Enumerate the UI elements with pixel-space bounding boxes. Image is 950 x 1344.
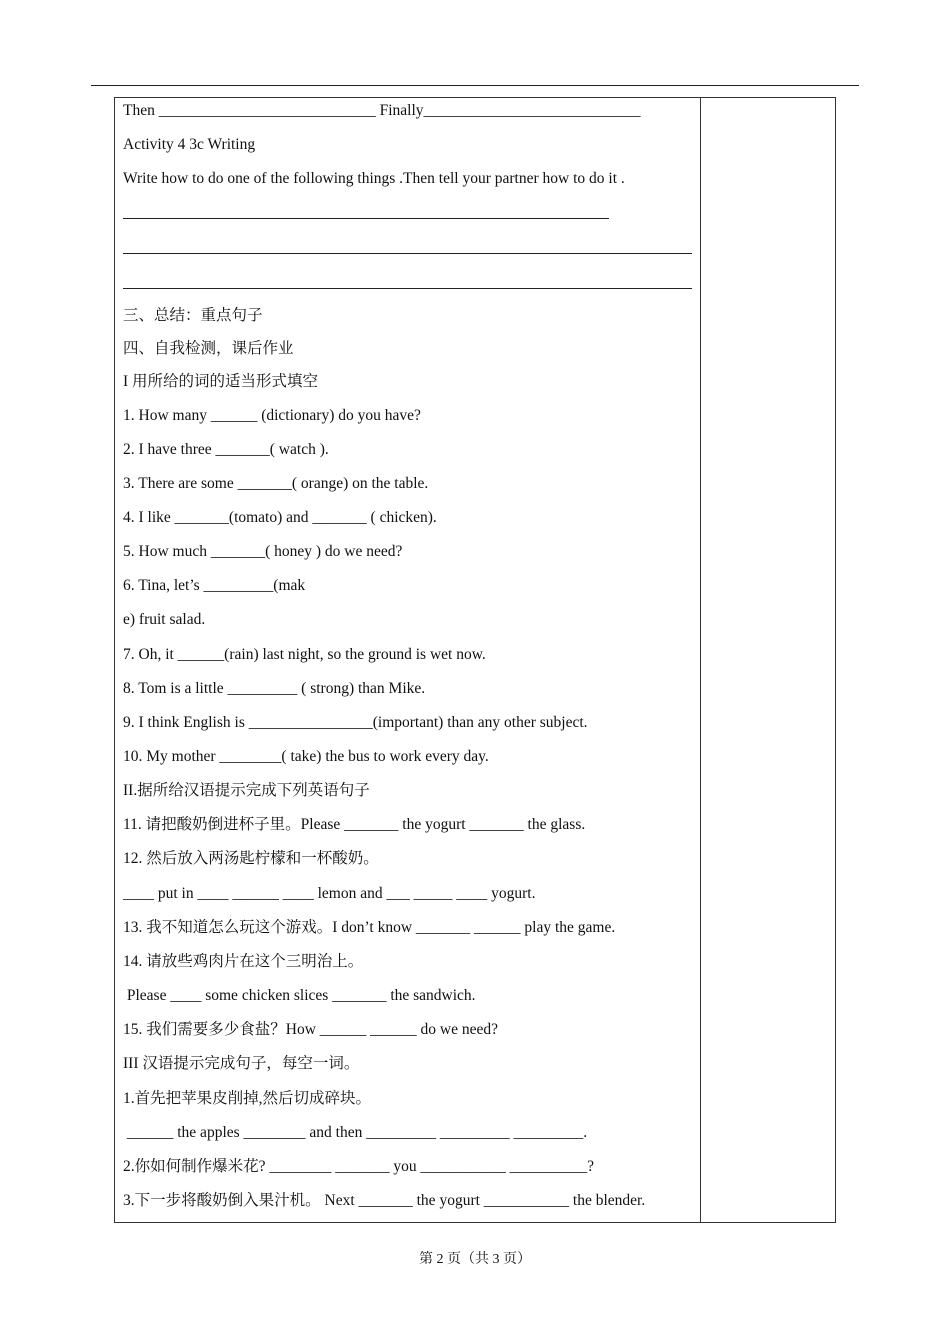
- question-11: 11. 请把酸奶倒进杯子里。Please _______ the yogurt _______ the glass.: [123, 816, 586, 833]
- question-12-prompt: 12. 然后放入两汤匙柠檬和一杯酸奶。: [123, 850, 379, 867]
- question-15: 15. 我们需要多少食盐？How ______ ______ do we need?: [123, 1021, 498, 1038]
- part-three-question-1-answer: ______ the apples ________ and then _________ _________ _________.: [123, 1124, 588, 1141]
- question-5: 5. How much _______( honey ) do we need?: [123, 543, 403, 560]
- part-three-heading: III 汉语提示完成句子，每空一词。: [123, 1055, 360, 1072]
- writing-instruction: Write how to do one of the following things .Then tell your partner how to do it .: [123, 170, 625, 187]
- writing-blank-line: [123, 218, 609, 219]
- question-12-answer: ____ put in ____ ______ ____ lemon and ___ _____ ____ yogurt.: [123, 885, 536, 902]
- part-three-question-1-prompt: 1.首先把苹果皮削掉,然后切成碎块。: [123, 1090, 372, 1107]
- page-footer: 第 2 页（共 3 页）: [419, 1252, 531, 1267]
- question-4: 4. I like _______(tomato) and _______ ( chicken).: [123, 509, 437, 526]
- question-13: 13. 我不知道怎么玩这个游戏。I don’t know _______ ______ play the game.: [123, 919, 616, 936]
- section-self-test: 四、自我检测，课后作业: [123, 340, 294, 357]
- activity-heading: Activity 4 3c Writing: [123, 136, 256, 153]
- part-three-question-3: 3.下一步将酸奶倒入果汁机。 Next _______ the yogurt ___________ the blender.: [123, 1192, 646, 1209]
- section-summary: 三、总结：重点句子: [123, 307, 263, 324]
- line-then-finally: Then ____________________________ Finally____________________________: [123, 102, 641, 119]
- table-column-divider: [700, 97, 701, 1223]
- question-3: 3. There are some _______( orange) on the table.: [123, 475, 429, 492]
- question-10: 10. My mother ________( take) the bus to work every day.: [123, 748, 489, 765]
- question-2: 2. I have three _______( watch ).: [123, 441, 329, 458]
- question-6-continued: e) fruit salad.: [123, 611, 206, 628]
- part-two-heading: II.据所给汉语提示完成下列英语句子: [123, 782, 370, 799]
- part-one-heading: I 用所给的词的适当形式填空: [123, 373, 319, 390]
- part-three-question-2: 2.你如何制作爆米花? ________ _______ you ___________ __________?: [123, 1158, 595, 1175]
- writing-blank-line: [123, 288, 692, 289]
- header-rule: [91, 85, 859, 86]
- question-8: 8. Tom is a little _________ ( strong) than Mike.: [123, 680, 426, 697]
- writing-blank-line: [123, 253, 692, 254]
- question-9: 9. I think English is ________________(important) than any other subject.: [123, 714, 588, 731]
- question-14-answer: Please ____ some chicken slices _______ the sandwich.: [123, 987, 476, 1004]
- question-1: 1. How many ______ (dictionary) do you have?: [123, 407, 421, 424]
- question-14-prompt: 14. 请放些鸡肉片在这个三明治上。: [123, 953, 364, 970]
- question-7: 7. Oh, it ______(rain) last night, so the ground is wet now.: [123, 646, 486, 663]
- question-6: 6. Tina, let’s _________(mak: [123, 577, 306, 594]
